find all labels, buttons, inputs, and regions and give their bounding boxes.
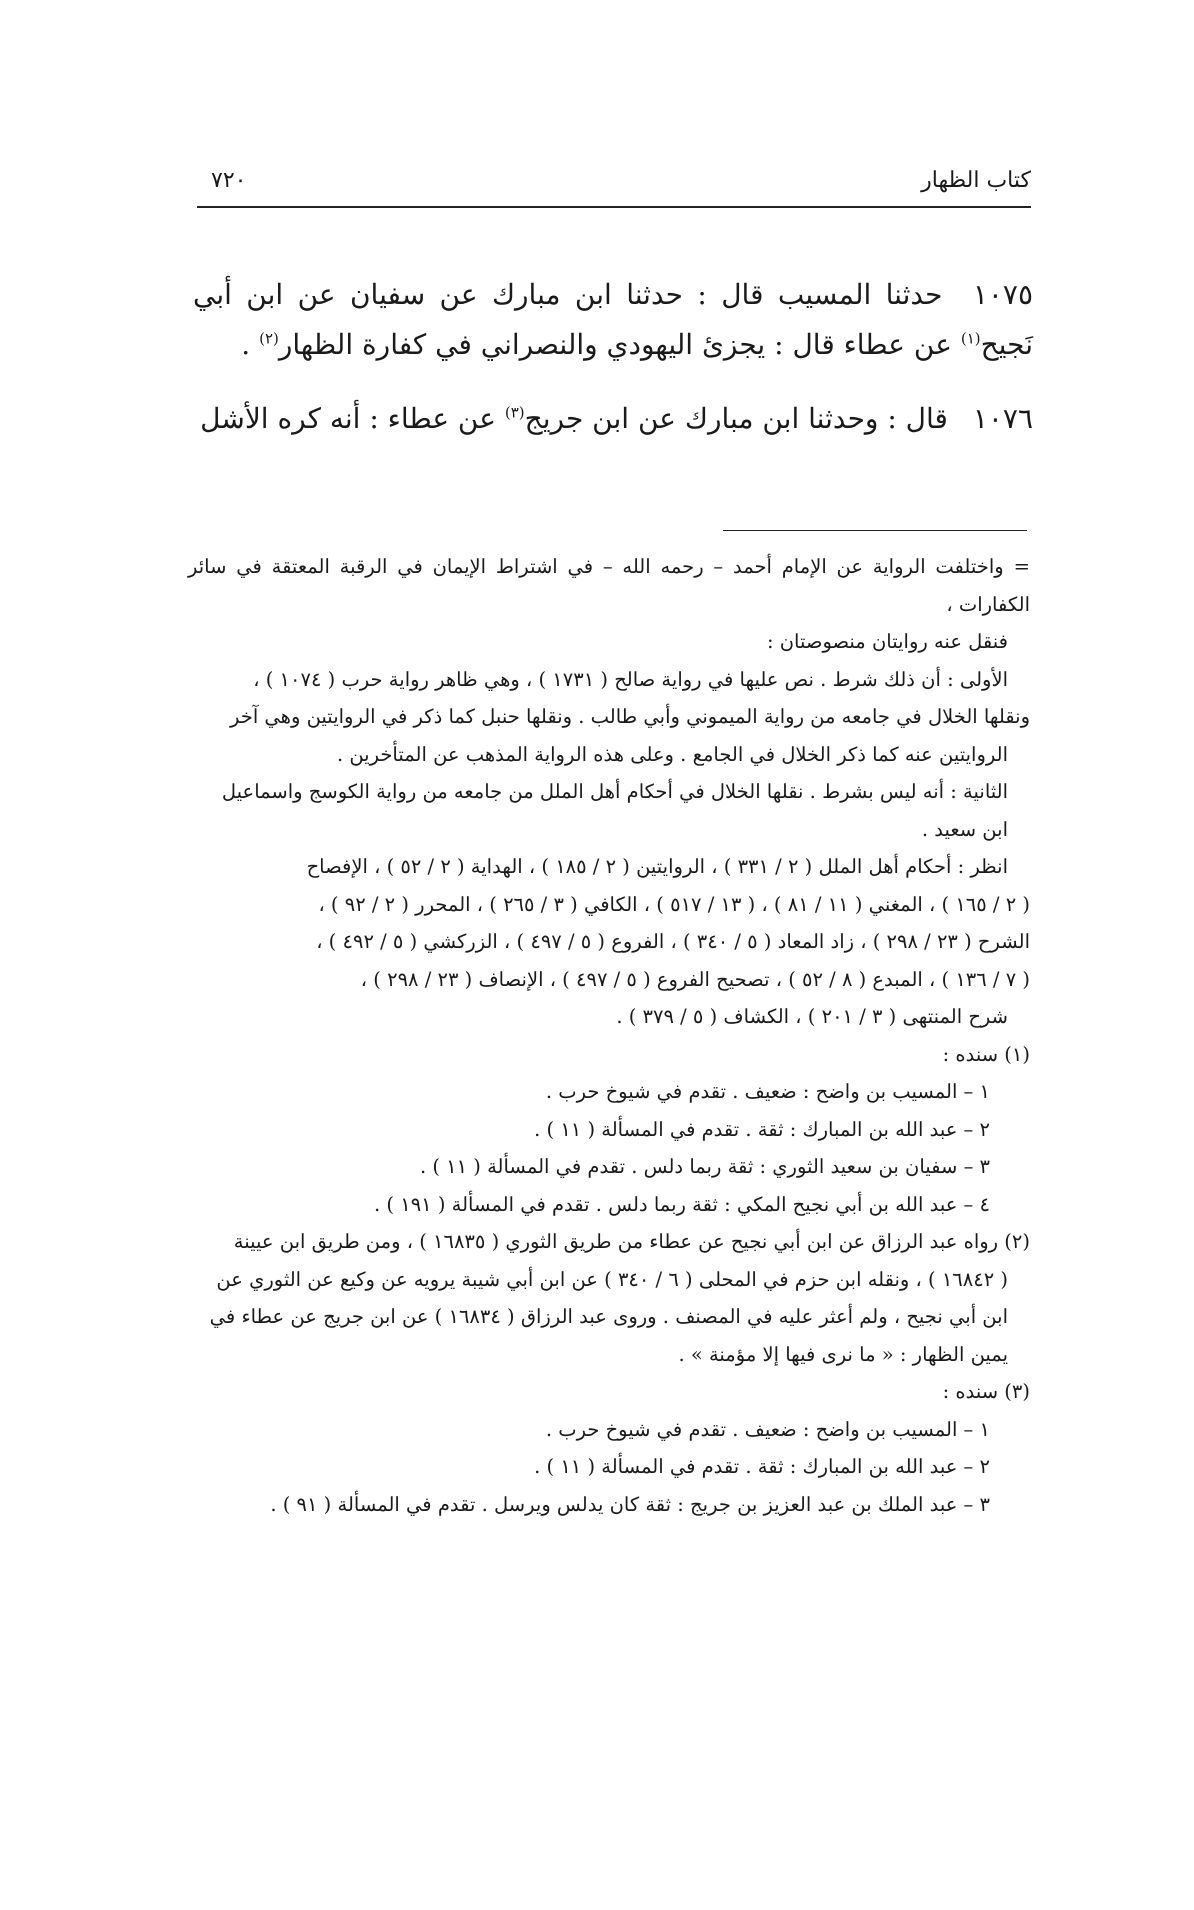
footnote-2-line: (٢) رواه عبد الرزاق عن ابن أبي نجيح عن عطاء من طريق الثوري ( ١٦٨٣٥ ) ، ومن طريق ابن عيينة bbox=[233, 1230, 1030, 1253]
footnotes bbox=[188, 548, 1030, 1523]
entry-text: قال : وحدثنا ابن مبارك عن ابن جريج bbox=[524, 402, 948, 435]
footnote-ref: (٢) bbox=[259, 329, 279, 348]
note-line: الأولى : أن ذلك شرط . نص عليها في رواية صالح ( ١٧٣١ ) ، وهي ظاهر رواية حرب ( ١٠٧٤ ) ، bbox=[253, 667, 1008, 691]
chain-item: ١ – المسيب بن واضح : ضعيف . تقدم في شيوخ حرب . bbox=[545, 1417, 990, 1441]
footnote-2-line: ( ١٦٨٤٢ ) ، ونقله ابن حزم في المحلى ( ٦ / ٣٤٠ ) عن ابن أبي شيبة يرويه عن وكيع عن الثوري عن bbox=[216, 1267, 1008, 1291]
entry-1076 bbox=[193, 394, 1033, 444]
chain-item: ٢ – عبد الله بن المبارك : ثقة . تقدم في المسألة ( ١١ ) . bbox=[534, 1455, 990, 1478]
note-line: ونقلها الخلال في جامعه من رواية الميموني وأبي طالب . ونقلها حنبل كما ذكر في الروايتين وهي آخر bbox=[230, 705, 1030, 728]
main-text bbox=[193, 270, 1033, 468]
note-line: ابن سعيد . bbox=[921, 817, 1008, 841]
chain-item: ٣ – عبد الملك بن عبد العزيز بن جريج : ثقة كان يدلس ويرسل . تقدم في المسألة ( ٩١ ) . bbox=[270, 1492, 990, 1516]
chain-item: ١ – المسيب بن واضح : ضعيف . تقدم في شيوخ حرب . bbox=[545, 1080, 990, 1103]
entry-text: حدثنا المسيب قال : حدثنا ابن مبارك عن سفيان عن ابن أبي نَجيح bbox=[193, 278, 1033, 361]
chain-item: ٣ – سفيان بن سعيد الثوري : ثقة ربما دلس . تقدم في المسألة ( ١١ ) . bbox=[419, 1155, 990, 1178]
entry-text: عطاء قال : يجزئ اليهودي والنصراني في كفارة الظهار bbox=[278, 328, 905, 361]
entry-text: عن bbox=[913, 328, 952, 361]
entry-number: ١٠٧٦ bbox=[972, 402, 1033, 435]
page-number: ٧٢٠ bbox=[211, 168, 247, 193]
footnote-ref: (٣) bbox=[504, 403, 525, 422]
footnote-separator bbox=[723, 530, 1027, 531]
footnote-3-label: (٣) سنده : bbox=[942, 1380, 1030, 1403]
note-line: الثانية : أنه ليس بشرط . نقلها الخلال في أحكام أهل الملل من جامعه من رواية الكوسج واسماعيل bbox=[221, 780, 1008, 803]
chain-item: ٢ – عبد الله بن المبارك : ثقة . تقدم في المسألة ( ١١ ) . bbox=[534, 1117, 990, 1141]
entry-number: ١٠٧٥ bbox=[972, 278, 1033, 311]
continuation-line: =واختلفت الرواية عن الإمام أحمد – رحمه الله – في اشتراط الإيمان في الرقبة المعتقة في سائر الكفارات ، bbox=[188, 555, 1030, 616]
continuation-mark: = bbox=[1013, 555, 1030, 578]
footnote-2-line: ابن أبي نجيح ، ولم أعثر عليه في المصنف . وروى عبد الرزاق ( ١٦٨٣٤ ) عن ابن جريج عن عطاء في bbox=[209, 1305, 1008, 1328]
entry-text: . bbox=[241, 328, 251, 361]
footnote-2-line: يمين الظهار : « ما نرى فيها إلا مؤمنة » . bbox=[678, 1342, 1008, 1366]
chain-item: ٤ – عبد الله بن أبي نجيح المكي : ثقة ربما دلس . تقدم في المسألة ( ١٩١ ) . bbox=[374, 1192, 990, 1216]
note-line: الروايتين عنه كما ذكر الخلال في الجامع . وعلى هذه الرواية المذهب عن المتأخرين . bbox=[336, 742, 1008, 766]
note-line: ( ٧ / ١٣٦ ) ، المبدع ( ٨ / ٥٢ ) ، تصحيح الفروع ( ٥ / ٤٩٧ ) ، الإنصاف ( ٢٣ / ٢٩٨ ) ، bbox=[360, 967, 1030, 991]
entry-1075 bbox=[193, 270, 1033, 370]
note-line: انظر : أحكام أهل الملل ( ٢ / ٣٣١ ) ، الروايتين ( ٢ / ١٨٥ ) ، الهداية ( ٢ / ٥٢ ) ، الإفصاح bbox=[306, 855, 1008, 878]
note-line: الشرح ( ٢٣ / ٢٩٨ ) ، زاد المعاد ( ٥ / ٣٤٠ ) ، الفروع ( ٥ / ٤٩٧ ) ، الزركشي ( ٥ / ٤٩٢ ) ، bbox=[316, 930, 1030, 953]
running-header bbox=[197, 168, 1031, 208]
entry-text: عن عطاء : أنه كره الأشل bbox=[200, 402, 496, 435]
header-title: كتاب الظهار bbox=[921, 168, 1031, 193]
footnote-1-label: (١) سنده : bbox=[942, 1042, 1030, 1066]
note-line: شرح المنتهى ( ٣ / ٢٠١ ) ، الكشاف ( ٥ / ٣٧٩ ) . bbox=[616, 1005, 1008, 1028]
footnote-ref: (١) bbox=[960, 329, 981, 348]
note-line: ( ٢ / ١٦٥ ) ، المغني ( ١١ / ٨١ ) ، ( ١٣ / ٥١٧ ) ، الكافي ( ٣ / ٢٦٥ ) ، المحرر ( ٢ / ٩٢ ) ، bbox=[318, 892, 1030, 916]
continuation-line: فنقل عنه روايتان منصوصتان : bbox=[766, 630, 1008, 653]
